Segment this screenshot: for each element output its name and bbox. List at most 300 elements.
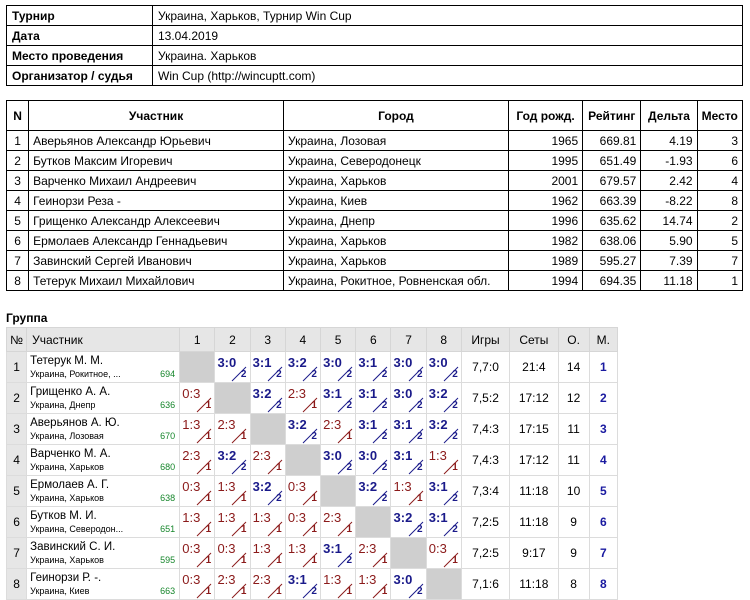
match-result — [321, 570, 355, 599]
col-header-place: М. — [589, 328, 617, 352]
match-score: 0:3 — [217, 540, 236, 556]
participant-city: Украина, Днепр — [284, 211, 509, 231]
match-result-cell — [426, 414, 461, 445]
participant-name: Геинорзи Реза - — [29, 191, 284, 211]
match-result — [215, 446, 249, 475]
match-points: 1 — [240, 585, 247, 597]
match-score: 1:3 — [182, 509, 201, 525]
group-crosstable — [6, 327, 618, 600]
match-points: 2 — [381, 430, 388, 442]
info-value: Украина, Харьков, Турнир Win Cup — [153, 6, 743, 26]
match-score: 1:3 — [393, 478, 412, 494]
match-result — [286, 384, 320, 413]
match-points: 2 — [452, 523, 458, 535]
match-points: 2 — [240, 368, 247, 380]
col-header-1: 1 — [180, 328, 215, 352]
participant-place: 3 — [697, 131, 742, 151]
match-result — [392, 508, 426, 537]
participant-delta: 7.39 — [641, 251, 697, 271]
participant-number: 5 — [7, 211, 29, 231]
match-result — [180, 446, 214, 475]
match-score: 1:3 — [428, 447, 447, 463]
match-result — [251, 477, 285, 506]
match-points: 2 — [452, 399, 458, 411]
crosstable-diagonal-cell — [356, 507, 391, 538]
match-result-cell — [426, 476, 461, 507]
crosstable-participant-name: Геинорзи Р. -. — [30, 572, 102, 584]
match-result-cell — [391, 352, 426, 383]
match-result — [180, 539, 214, 568]
crosstable-diagonal-cell — [321, 476, 356, 507]
crosstable-place: 3 — [589, 414, 617, 445]
crosstable-place: 8 — [589, 569, 617, 600]
match-points: 2 — [416, 461, 423, 473]
col-header-5: 5 — [321, 328, 356, 352]
info-row — [7, 46, 743, 66]
match-result-cell — [321, 383, 356, 414]
participant-delta: 2.42 — [641, 171, 697, 191]
crosstable-participant-city: Украина, Днепр — [30, 400, 96, 410]
match-result — [392, 384, 426, 413]
match-score: 0:3 — [287, 509, 306, 525]
participant-name: Варченко Михаил Андреевич — [29, 171, 284, 191]
match-result-cell — [391, 445, 426, 476]
participant-number: 7 — [7, 251, 29, 271]
match-score: 3:1 — [287, 571, 307, 587]
match-result — [392, 477, 426, 506]
crosstable-games: 7,2:5 — [461, 507, 509, 538]
participant-birth-year: 1996 — [508, 211, 582, 231]
col-header-number: № — [7, 328, 27, 352]
match-points: 1 — [276, 523, 282, 535]
match-result-cell — [180, 569, 215, 600]
match-result — [215, 415, 249, 444]
info-label: Турнир — [7, 6, 153, 26]
match-score: 3:1 — [428, 509, 448, 525]
match-points: 2 — [416, 368, 423, 380]
match-score: 2:3 — [323, 416, 342, 432]
match-points: 1 — [381, 585, 388, 597]
match-points: 2 — [452, 492, 458, 504]
crosstable-row — [7, 414, 618, 445]
match-score: 1:3 — [252, 509, 271, 525]
match-result-cell — [250, 476, 285, 507]
participant-number: 3 — [7, 171, 29, 191]
match-result-cell — [250, 507, 285, 538]
col-header-8: 8 — [426, 328, 461, 352]
crosstable-participant-city: Украина, Харьков — [30, 555, 104, 565]
match-score: 2:3 — [287, 385, 306, 401]
participant-place: 8 — [697, 191, 742, 211]
match-points: 1 — [276, 554, 282, 566]
participant-name: Грищенко Александр Алексеевич — [29, 211, 284, 231]
match-result — [286, 353, 320, 382]
participant-city: Украина, Рокитное, Ровненская обл. — [284, 271, 509, 291]
crosstable-participant-rating: 651 — [160, 524, 176, 534]
match-score: 0:3 — [287, 478, 306, 494]
participant-city: Украина, Лозовая — [284, 131, 509, 151]
match-result-cell — [215, 445, 250, 476]
match-points: 2 — [276, 368, 282, 380]
crosstable-place: 6 — [589, 507, 617, 538]
participant-birth-year: 1962 — [508, 191, 582, 211]
match-points: 2 — [311, 585, 317, 597]
match-result — [215, 353, 249, 382]
match-result — [392, 446, 426, 475]
match-result-cell — [250, 445, 285, 476]
col-header-sets: Сеты — [510, 328, 558, 352]
crosstable-row-number: 1 — [7, 352, 27, 383]
match-score: 3:2 — [358, 478, 378, 494]
crosstable-games: 7,5:2 — [461, 383, 509, 414]
match-score: 3:1 — [358, 416, 378, 432]
match-points: 1 — [276, 585, 282, 597]
match-score: 3:2 — [393, 509, 413, 525]
match-result — [215, 539, 249, 568]
match-result-cell — [215, 538, 250, 569]
match-result — [251, 446, 285, 475]
match-result-cell — [391, 476, 426, 507]
col-header-2: 2 — [215, 328, 250, 352]
crosstable-participant-city: Украина, Северодон... — [30, 524, 124, 534]
match-result-cell — [426, 538, 461, 569]
crosstable-participant-city: Украина, Рокитное, ... — [30, 369, 121, 379]
match-score: 1:3 — [323, 571, 342, 587]
match-result-cell — [180, 476, 215, 507]
info-value: 13.04.2019 — [153, 26, 743, 46]
match-points: 1 — [416, 492, 423, 504]
match-points: 2 — [452, 430, 458, 442]
participant-name: Аверьянов Александр Юрьевич — [29, 131, 284, 151]
match-result-cell — [180, 507, 215, 538]
crosstable-games: 7,3:4 — [461, 476, 509, 507]
match-result — [286, 570, 320, 599]
crosstable-row-number: 4 — [7, 445, 27, 476]
crosstable-row-number: 8 — [7, 569, 27, 600]
crosstable-row — [7, 383, 618, 414]
crosstable-place: 5 — [589, 476, 617, 507]
match-score: 3:0 — [323, 354, 342, 370]
col-header-n: N — [7, 101, 29, 131]
match-result-cell — [356, 352, 391, 383]
match-score: 2:3 — [252, 447, 271, 463]
info-row — [7, 66, 743, 86]
participant-number: 8 — [7, 271, 29, 291]
match-score: 3:1 — [252, 354, 272, 370]
match-result — [392, 570, 426, 599]
match-score: 3:0 — [393, 571, 413, 587]
participant-number: 4 — [7, 191, 29, 211]
match-result-cell — [426, 352, 461, 383]
match-points: 1 — [346, 430, 353, 442]
match-score: 3:2 — [287, 354, 307, 370]
participant-row — [7, 131, 743, 151]
match-result — [251, 353, 285, 382]
info-value: Win Cup (http://wincuptt.com) — [153, 66, 743, 86]
crosstable-participant — [27, 383, 180, 414]
participant-number: 1 — [7, 131, 29, 151]
col-header-games: Игры — [461, 328, 509, 352]
crosstable-participant — [27, 352, 180, 383]
crosstable-sets: 11:18 — [510, 569, 558, 600]
match-points: 2 — [381, 492, 388, 504]
participant-rating: 595.27 — [583, 251, 641, 271]
match-result-cell — [356, 383, 391, 414]
match-points: 1 — [240, 554, 247, 566]
crosstable-participant-city: Украина, Харьков — [30, 493, 104, 503]
match-result-cell — [391, 414, 426, 445]
crosstable-diagonal-cell — [391, 538, 426, 569]
info-row — [7, 26, 743, 46]
participant-delta: 14.74 — [641, 211, 697, 231]
participant-place: 4 — [697, 171, 742, 191]
crosstable-row — [7, 538, 618, 569]
match-score: 3:2 — [217, 447, 237, 463]
match-result — [321, 446, 355, 475]
crosstable-header-row — [7, 328, 618, 352]
match-result-cell — [321, 569, 356, 600]
match-points: 2 — [346, 554, 353, 566]
match-points: 1 — [311, 554, 317, 566]
match-result — [215, 508, 249, 537]
match-score: 2:3 — [323, 509, 342, 525]
participant-rating: 635.62 — [583, 211, 641, 231]
match-result — [321, 384, 355, 413]
match-score: 3:1 — [323, 540, 342, 556]
match-points: 2 — [240, 461, 247, 473]
match-points: 1 — [205, 399, 212, 411]
crosstable-games: 7,4:3 — [461, 414, 509, 445]
crosstable-sets: 17:15 — [510, 414, 558, 445]
crosstable-row-number: 2 — [7, 383, 27, 414]
crosstable-row — [7, 445, 618, 476]
match-score: 0:3 — [182, 571, 201, 587]
crosstable-participant-rating: 636 — [160, 400, 176, 410]
match-result — [180, 415, 214, 444]
match-score: 3:0 — [393, 354, 413, 370]
crosstable-games: 7,1:6 — [461, 569, 509, 600]
participant-rating: 694.35 — [583, 271, 641, 291]
crosstable-participant-name: Бутков М. И. — [30, 510, 97, 522]
match-result — [251, 384, 285, 413]
participant-city: Украина, Северодонецк — [284, 151, 509, 171]
match-points: 2 — [381, 368, 388, 380]
crosstable-participant-rating: 680 — [160, 462, 176, 472]
crosstable-participant-rating: 663 — [160, 586, 176, 596]
match-result-cell — [180, 445, 215, 476]
participant-place: 7 — [697, 251, 742, 271]
match-result-cell — [356, 538, 391, 569]
crosstable-participant-rating: 638 — [160, 493, 176, 503]
match-points: 1 — [205, 554, 212, 566]
participant-row — [7, 251, 743, 271]
participant-birth-year: 1995 — [508, 151, 582, 171]
participant-row — [7, 151, 743, 171]
crosstable-participant — [27, 507, 180, 538]
match-score: 3:1 — [393, 416, 413, 432]
participant-number: 2 — [7, 151, 29, 171]
match-points: 1 — [205, 492, 212, 504]
match-result-cell — [285, 569, 320, 600]
participant-rating: 669.81 — [583, 131, 641, 151]
match-result-cell — [321, 507, 356, 538]
col-header-4: 4 — [285, 328, 320, 352]
crosstable-sets: 9:17 — [510, 538, 558, 569]
participant-delta: 11.18 — [641, 271, 697, 291]
match-result-cell — [215, 476, 250, 507]
match-score: 1:3 — [182, 416, 201, 432]
participant-row — [7, 211, 743, 231]
match-result-cell — [391, 383, 426, 414]
info-row — [7, 6, 743, 26]
match-result — [392, 415, 426, 444]
crosstable-games: 7,7:0 — [461, 352, 509, 383]
col-header-points: О. — [558, 328, 589, 352]
match-score: 0:3 — [182, 540, 201, 556]
tournament-info-table — [6, 5, 743, 86]
match-score: 1:3 — [287, 540, 306, 556]
match-result — [251, 570, 285, 599]
match-points: 2 — [276, 492, 282, 504]
match-score: 1:3 — [217, 478, 236, 494]
crosstable-row — [7, 507, 618, 538]
match-score: 3:2 — [252, 385, 272, 401]
col-header-delta: Дельта — [641, 101, 697, 131]
match-score: 2:3 — [252, 571, 271, 587]
match-result — [427, 415, 461, 444]
match-result-cell — [356, 476, 391, 507]
match-score: 2:3 — [358, 540, 377, 556]
match-result-cell — [250, 383, 285, 414]
crosstable-participant-name: Ермолаев А. Г. — [30, 479, 110, 491]
match-points: 2 — [311, 368, 317, 380]
crosstable-sets: 21:4 — [510, 352, 558, 383]
match-result-cell — [321, 352, 356, 383]
crosstable-points: 9 — [558, 538, 589, 569]
match-result — [321, 539, 355, 568]
crosstable-diagonal-cell — [426, 569, 461, 600]
participant-place: 2 — [697, 211, 742, 231]
crosstable-games: 7,4:3 — [461, 445, 509, 476]
crosstable-points: 11 — [558, 445, 589, 476]
crosstable-participant-name: Аверьянов А. Ю. — [30, 417, 120, 429]
group-title: Группа — [6, 311, 48, 325]
match-score: 3:1 — [358, 385, 378, 401]
match-score: 3:2 — [428, 416, 448, 432]
match-score: 3:1 — [393, 447, 413, 463]
match-result — [427, 539, 461, 568]
crosstable-diagonal-cell — [180, 352, 215, 383]
participant-rating: 651.49 — [583, 151, 641, 171]
crosstable-row-number: 3 — [7, 414, 27, 445]
crosstable-participant-city: Украина, Киев — [30, 586, 90, 596]
match-result — [427, 508, 461, 537]
crosstable-participant-name: Завинский С. И. — [30, 541, 116, 553]
match-result-cell — [426, 383, 461, 414]
col-header-participant: Участник — [29, 101, 284, 131]
match-result-cell — [180, 414, 215, 445]
crosstable-points: 9 — [558, 507, 589, 538]
crosstable-points: 8 — [558, 569, 589, 600]
crosstable-points: 11 — [558, 414, 589, 445]
match-points: 1 — [240, 523, 247, 535]
crosstable-place: 4 — [589, 445, 617, 476]
match-result-cell — [285, 414, 320, 445]
crosstable-participant — [27, 538, 180, 569]
participant-number: 6 — [7, 231, 29, 251]
match-result-cell — [426, 445, 461, 476]
participant-row — [7, 171, 743, 191]
crosstable-diagonal-cell — [215, 383, 250, 414]
match-result — [321, 415, 355, 444]
crosstable-points: 10 — [558, 476, 589, 507]
match-score: 1:3 — [358, 571, 377, 587]
match-points: 2 — [416, 523, 423, 535]
crosstable-place: 7 — [589, 538, 617, 569]
match-result — [356, 353, 390, 382]
match-points: 2 — [381, 461, 388, 473]
crosstable-participant-rating: 694 — [160, 369, 176, 379]
match-points: 2 — [346, 368, 353, 380]
col-header-6: 6 — [356, 328, 391, 352]
match-points: 1 — [205, 461, 212, 473]
participant-place: 5 — [697, 231, 742, 251]
match-result — [427, 353, 461, 382]
participant-row — [7, 231, 743, 251]
participant-delta: -1.93 — [641, 151, 697, 171]
crosstable-row — [7, 569, 618, 600]
crosstable-points: 12 — [558, 383, 589, 414]
participant-city: Украина, Харьков — [284, 231, 509, 251]
match-score: 1:3 — [217, 509, 236, 525]
match-result-cell — [321, 445, 356, 476]
match-points: 1 — [346, 523, 353, 535]
crosstable-row — [7, 476, 618, 507]
match-result — [286, 477, 320, 506]
match-result — [286, 539, 320, 568]
participants-table — [6, 100, 743, 291]
match-result — [180, 477, 214, 506]
crosstable-participant — [27, 476, 180, 507]
crosstable-participant-city: Украина, Лозовая — [30, 431, 104, 441]
match-score: 3:0 — [428, 354, 448, 370]
crosstable-place: 2 — [589, 383, 617, 414]
match-result — [356, 539, 390, 568]
participant-rating: 638.06 — [583, 231, 641, 251]
participant-birth-year: 1965 — [508, 131, 582, 151]
match-points: 2 — [452, 368, 458, 380]
match-score: 3:2 — [287, 416, 307, 432]
match-result-cell — [215, 569, 250, 600]
match-points: 1 — [452, 461, 458, 473]
match-score: 2:3 — [217, 571, 236, 587]
crosstable-participant-city: Украина, Харьков — [30, 462, 104, 472]
participant-row — [7, 271, 743, 291]
info-label: Организатор / судья — [7, 66, 153, 86]
match-score: 3:2 — [428, 385, 448, 401]
col-header-place: Место — [697, 101, 742, 131]
match-result-cell — [215, 414, 250, 445]
crosstable-sets: 11:18 — [510, 476, 558, 507]
crosstable-participant-name: Грищенко А. А. — [30, 386, 111, 398]
match-score: 3:0 — [393, 385, 413, 401]
match-score: 3:0 — [323, 447, 342, 463]
match-result — [427, 477, 461, 506]
crosstable-row — [7, 352, 618, 383]
crosstable-row-number: 5 — [7, 476, 27, 507]
crosstable-sets: 11:18 — [510, 507, 558, 538]
col-header-city: Город — [284, 101, 509, 131]
